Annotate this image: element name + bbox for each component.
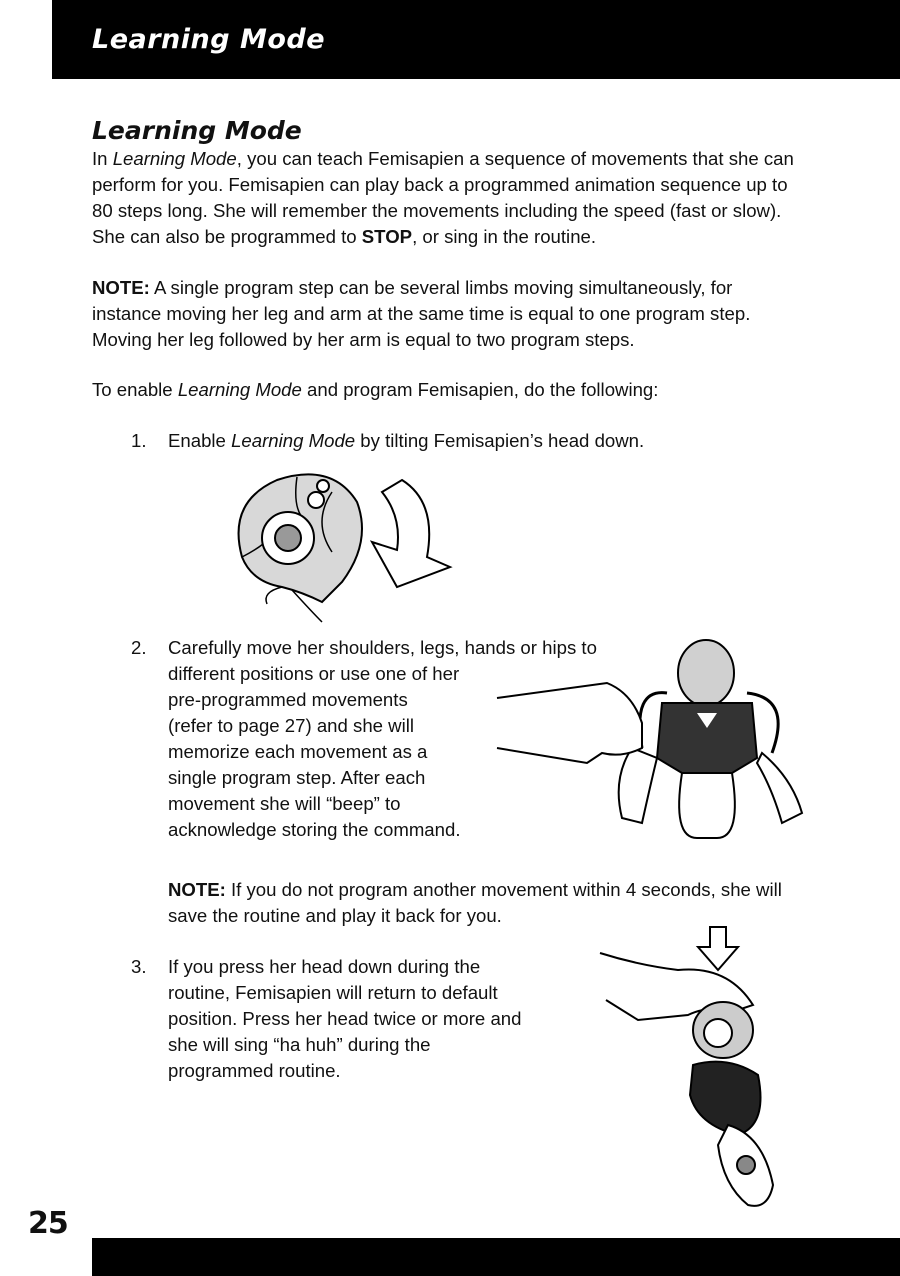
step-line: acknowledge storing the command. bbox=[168, 819, 461, 840]
step-number: 3. bbox=[131, 956, 147, 977]
intro-line: 80 steps long. She will remember the movements including the speed (fast or slow). bbox=[92, 200, 782, 221]
section-title: Learning Mode bbox=[92, 116, 302, 145]
step-line: Carefully move her shoulders, legs, hands or hips to bbox=[168, 637, 597, 658]
intro-line: perform for you. Femisapien can play back a programmed animation sequence up to bbox=[92, 174, 788, 195]
step-line: single program step. After each bbox=[168, 767, 426, 788]
step-line: (refer to page 27) and she will bbox=[168, 715, 414, 736]
note-line: Moving her leg followed by her arm is equal to two program steps. bbox=[92, 329, 635, 350]
step-line: pre-programmed movements bbox=[168, 689, 408, 710]
step-line: position. Press her head twice or more and bbox=[168, 1008, 522, 1029]
intro-line: In Learning Mode, you can teach Femisapien a sequence of movements that she can bbox=[92, 148, 794, 169]
step-line: different positions or use one of her bbox=[168, 663, 460, 684]
page-number: 25 bbox=[28, 1206, 68, 1241]
note-line: NOTE: If you do not program another movement within 4 seconds, she will bbox=[168, 879, 782, 900]
note-line: save the routine and play it back for you. bbox=[168, 905, 502, 926]
step-line: she will sing “ha huh” during the bbox=[168, 1034, 431, 1055]
footer-bar bbox=[92, 1238, 900, 1276]
robot-hand-illustration bbox=[492, 638, 812, 843]
step-number: 2. bbox=[131, 637, 147, 658]
step-line: Enable Learning Mode by tilting Femisapien’s head down. bbox=[168, 430, 645, 451]
step-line: programmed routine. bbox=[168, 1060, 341, 1081]
step-number: 1. bbox=[131, 430, 147, 451]
step-line: memorize each movement as a bbox=[168, 741, 428, 762]
step-line: movement she will “beep” to bbox=[168, 793, 401, 814]
step-line: If you press her head down during the bbox=[168, 956, 481, 977]
head-tilt-illustration bbox=[222, 462, 457, 627]
header-title: Learning Mode bbox=[92, 24, 326, 55]
step-line: routine, Femisapien will return to default bbox=[168, 982, 498, 1003]
note-line: instance moving her leg and arm at the same time is equal to one program step. bbox=[92, 303, 751, 324]
header-bar bbox=[52, 0, 900, 79]
intro-line: She can also be programmed to STOP, or sing in the routine. bbox=[92, 226, 597, 247]
head-press-illustration bbox=[598, 925, 778, 1210]
note-line: NOTE: A single program step can be several limbs moving simultaneously, for bbox=[92, 277, 733, 298]
enable-line: To enable Learning Mode and program Femisapien, do the following: bbox=[92, 379, 659, 400]
